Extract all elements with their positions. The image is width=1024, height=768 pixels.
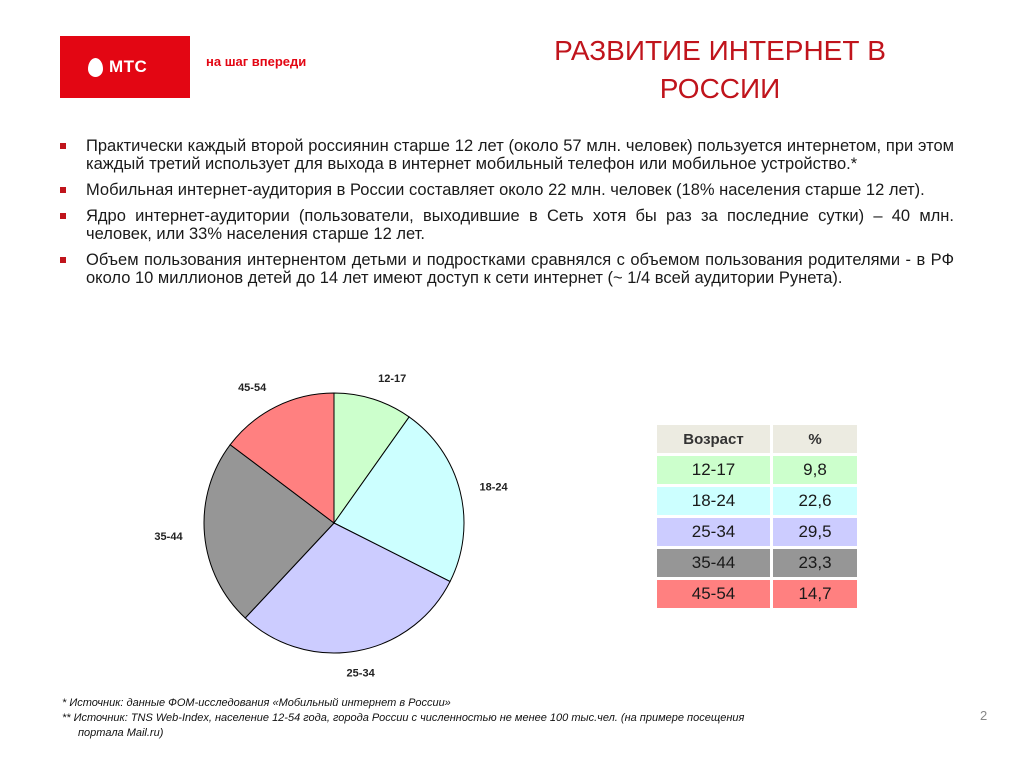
header-age: Возраст [657, 425, 770, 453]
cell-age: 45-54 [657, 580, 770, 608]
bullet-text: Объем пользования интернентом детьми и подростками сравнялся с объемом пользования родителями - в РФ около 10 миллионов детей до 14 лет имеют доступ к сети интернет (~ 1/4 всей аудитории Рунета). [86, 251, 954, 287]
cell-age: 18-24 [657, 487, 770, 515]
cell-percent: 23,3 [773, 549, 857, 577]
pie-label-12-17: 12-17 [378, 373, 407, 386]
cell-percent: 14,7 [773, 580, 857, 608]
bullet-text: Мобильная интернет-аудитория в России составляет около 22 млн. человек (18% населения старше 12 лет). [86, 181, 925, 199]
page-number: 2 [980, 708, 988, 723]
header-percent: % [773, 425, 857, 453]
logo-text: МТС [109, 57, 148, 76]
page-title: РАЗВИТИЕ ИНТЕРНЕТ В РОССИИ [554, 35, 886, 104]
table-row [657, 549, 857, 577]
footnotes [62, 696, 744, 741]
cell-percent: 29,5 [773, 518, 857, 546]
pie-label-18-24: 18-24 [479, 481, 508, 494]
pie-label-25-34: 25-34 [346, 667, 375, 680]
bullet-text: Практически каждый второй россиянин старше 12 лет (около 57 млн. человек) пользуется интернетом, при этом каждый третий использует для выхода в интернет мобильный телефон или мобильное устройство.* [86, 137, 954, 173]
slogan: на шаг впереди [206, 54, 307, 69]
footnote-2-cont: портала Mail.ru) [78, 727, 164, 739]
pie-label-35-44: 35-44 [154, 531, 183, 544]
cell-age: 25-34 [657, 518, 770, 546]
footnote-1: * Источник: данные ФОМ-исследования «Мобильный интернет в России» [62, 697, 451, 709]
table-row [657, 518, 857, 546]
cell-percent: 9,8 [773, 456, 857, 484]
bullet-text: Ядро интернет-аудитории (пользователи, выходившие в Сеть хотя бы раз за последние сутки) – 40 млн. человек, или 33% населения старше 12 лет. [86, 207, 954, 243]
age-table [654, 422, 860, 611]
cell-age: 12-17 [657, 456, 770, 484]
table-row [657, 487, 857, 515]
cell-percent: 22,6 [773, 487, 857, 515]
footnote-2: ** Источник: TNS Web-Index, население 12-54 года, города России с численностью не менее 100 тыс.чел. (на примере посещения [62, 712, 745, 724]
pie-label-45-54: 45-54 [238, 381, 267, 394]
cell-age: 35-44 [657, 549, 770, 577]
table-row [657, 580, 857, 608]
table-row [657, 456, 857, 484]
table-header-row [657, 425, 857, 453]
